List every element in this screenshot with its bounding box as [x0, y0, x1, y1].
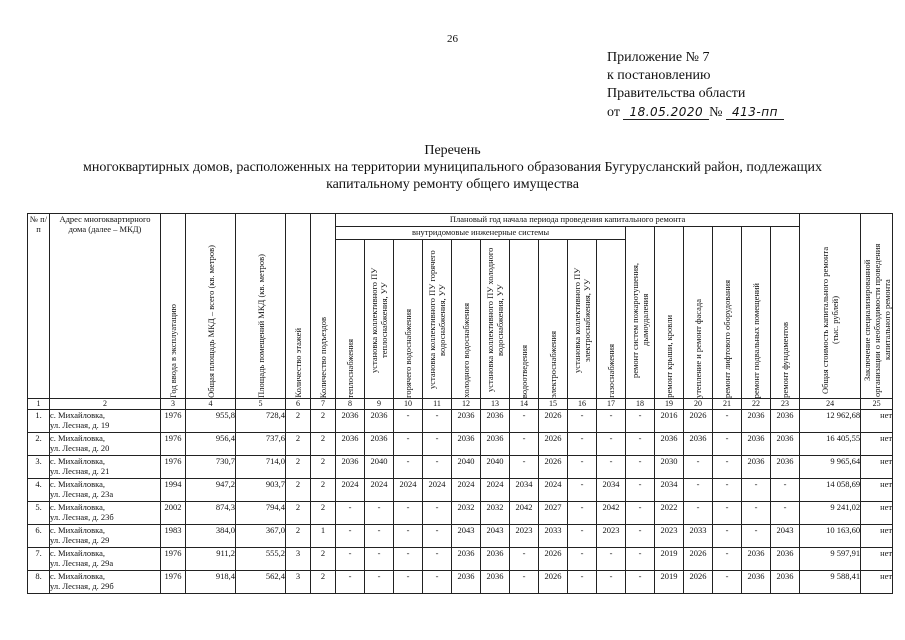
header-elevator: ремонт лифтового оборудования: [713, 227, 742, 399]
row-plan-year: -: [742, 525, 771, 548]
row-address-street: ул. Лесная, д. 29б: [50, 581, 114, 591]
row-floors: 2: [286, 456, 311, 479]
row-plan-year: 2024: [452, 479, 481, 502]
row-plan-year: 2036: [481, 548, 510, 571]
column-number: 16: [568, 399, 597, 410]
header-floors: Количество этажей: [286, 214, 311, 399]
row-premises-area: 728,4: [236, 410, 286, 433]
row-total-area: 911,2: [186, 548, 236, 571]
row-plan-year: 2036: [655, 433, 684, 456]
row-plan-year: -: [423, 410, 452, 433]
column-number: 23: [771, 399, 800, 410]
row-plan-year: -: [423, 571, 452, 594]
row-plan-year: -: [626, 410, 655, 433]
appendix-line-2: к постановлению: [607, 68, 711, 83]
row-year: 1994: [161, 479, 186, 502]
column-number: 18: [626, 399, 655, 410]
row-plan-year: 2023: [655, 525, 684, 548]
row-plan-year: -: [394, 571, 423, 594]
row-entrances: 1: [311, 525, 336, 548]
row-plan-year: -: [510, 456, 539, 479]
row-plan-year: -: [365, 571, 394, 594]
column-number: 2: [50, 399, 161, 410]
row-cost: 9 241,02: [800, 502, 861, 525]
column-number: 3: [161, 399, 186, 410]
row-address: [50, 479, 161, 502]
appendix-number-sign: №: [709, 105, 723, 120]
row-plan-year: 2036: [452, 433, 481, 456]
row-plan-year: 2016: [655, 410, 684, 433]
row-plan-year: 2019: [655, 548, 684, 571]
row-plan-year: 2033: [684, 525, 713, 548]
row-number: 6.: [28, 525, 50, 548]
row-plan-year: 2043: [481, 525, 510, 548]
column-number: 13: [481, 399, 510, 410]
row-total-area: 918,4: [186, 571, 236, 594]
row-floors: 2: [286, 410, 311, 433]
row-address-street: ул. Лесная, д. 23а: [50, 489, 114, 499]
appendix-number: 413-пп: [726, 105, 784, 120]
row-entrances: 2: [311, 479, 336, 502]
row-plan-year: -: [510, 571, 539, 594]
column-number: 14: [510, 399, 539, 410]
row-entrances: 2: [311, 456, 336, 479]
header-cold-water-meter: установка коллективного ПУ холодного водоснабжения, УУ: [481, 240, 510, 399]
row-plan-year: -: [626, 433, 655, 456]
row-plan-year: -: [510, 433, 539, 456]
table-row: [28, 525, 893, 548]
column-number: 5: [236, 399, 286, 410]
row-plan-year: -: [742, 502, 771, 525]
row-plan-year: 2036: [771, 571, 800, 594]
row-plan-year: 2036: [365, 433, 394, 456]
row-plan-year: 2032: [481, 502, 510, 525]
row-address-locality: с. Михайловка,: [50, 479, 105, 489]
row-plan-year: -: [684, 456, 713, 479]
row-floors: 2: [286, 479, 311, 502]
row-plan-year: 2036: [771, 410, 800, 433]
row-plan-year: 2036: [684, 433, 713, 456]
row-plan-year: 2036: [742, 548, 771, 571]
row-plan-year: 2034: [510, 479, 539, 502]
row-address-locality: с. Михайловка,: [50, 456, 105, 466]
row-cost: 9 597,91: [800, 548, 861, 571]
row-plan-year: 2026: [684, 571, 713, 594]
row-year: 1976: [161, 433, 186, 456]
row-conclusion: нет: [861, 456, 893, 479]
row-plan-year: -: [336, 525, 365, 548]
row-plan-year: -: [626, 525, 655, 548]
header-heating-meter: установка коллективного ПУ теплоснабжения, УУ: [365, 240, 394, 399]
row-plan-year: -: [597, 433, 626, 456]
column-number: 24: [800, 399, 861, 410]
header-hot-water-meter: установка коллективного ПУ горячего водоснабжения, УУ: [423, 240, 452, 399]
row-plan-year: -: [626, 479, 655, 502]
row-plan-year: -: [336, 502, 365, 525]
row-plan-year: -: [713, 548, 742, 571]
row-plan-year: -: [597, 548, 626, 571]
row-plan-year: -: [684, 502, 713, 525]
header-electricity: электроснабжения: [539, 240, 568, 399]
row-plan-year: 2026: [539, 456, 568, 479]
row-plan-year: -: [394, 410, 423, 433]
row-plan-year: 2036: [452, 410, 481, 433]
row-plan-year: -: [365, 548, 394, 571]
row-plan-year: -: [394, 525, 423, 548]
header-cost: Общая стоимость капитального ремонта (тыс. рублей): [800, 214, 861, 399]
row-premises-area: 367,0: [236, 525, 286, 548]
table-row: [28, 456, 893, 479]
row-plan-year: -: [626, 456, 655, 479]
appendix-date: 18.05.2020: [623, 105, 709, 120]
row-address-street: ул. Лесная, д. 20: [50, 443, 110, 453]
row-plan-year: -: [394, 548, 423, 571]
row-plan-year: -: [510, 410, 539, 433]
row-plan-year: -: [713, 479, 742, 502]
column-number: 20: [684, 399, 713, 410]
row-plan-year: -: [568, 571, 597, 594]
header-conclusion: Заключение специализированной организации о необходимости проведения капитального ремонта: [861, 214, 893, 399]
column-number: 8: [336, 399, 365, 410]
row-cost: 14 058,69: [800, 479, 861, 502]
row-plan-year: 2036: [742, 433, 771, 456]
header-roof: ремонт крыши, кровли: [655, 227, 684, 399]
row-plan-year: 2024: [336, 479, 365, 502]
row-plan-year: -: [597, 571, 626, 594]
row-plan-year: 2032: [452, 502, 481, 525]
row-address: [50, 410, 161, 433]
row-plan-year: 2036: [771, 433, 800, 456]
column-number: 17: [597, 399, 626, 410]
row-plan-year: -: [394, 502, 423, 525]
header-heating: теплоснабжения: [336, 240, 365, 399]
column-number: 22: [742, 399, 771, 410]
row-number: 5.: [28, 502, 50, 525]
page-number: 26: [447, 33, 458, 45]
row-plan-year: -: [713, 502, 742, 525]
row-plan-year: -: [771, 479, 800, 502]
row-premises-area: 794,4: [236, 502, 286, 525]
column-number: 7: [311, 399, 336, 410]
row-number: 2.: [28, 433, 50, 456]
row-plan-year: 2036: [771, 456, 800, 479]
row-conclusion: нет: [861, 479, 893, 502]
row-premises-area: 555,2: [236, 548, 286, 571]
row-plan-year: -: [336, 571, 365, 594]
row-address-street: ул. Лесная, д. 19: [50, 420, 110, 430]
header-hot-water: горячего водоснабжения: [394, 240, 423, 399]
row-plan-year: 2036: [365, 410, 394, 433]
row-entrances: 2: [311, 548, 336, 571]
column-number: 12: [452, 399, 481, 410]
row-plan-year: 2027: [539, 502, 568, 525]
row-plan-year: 2036: [452, 571, 481, 594]
row-plan-year: 2043: [771, 525, 800, 548]
row-plan-year: 2036: [336, 456, 365, 479]
row-year: 1983: [161, 525, 186, 548]
appendix-line-3: Правительства области: [607, 86, 746, 101]
row-address-locality: с. Михайловка,: [50, 433, 105, 443]
row-conclusion: нет: [861, 433, 893, 456]
header-gas: газоснабжения: [597, 240, 626, 399]
row-address: [50, 502, 161, 525]
row-plan-year: 2024: [481, 479, 510, 502]
row-plan-year: 2036: [742, 571, 771, 594]
row-plan-year: 2026: [684, 548, 713, 571]
header-cold-water: холодного водоснабжения: [452, 240, 481, 399]
header-plan-group: Плановый год начала периода проведения капитального ремонта: [336, 214, 800, 227]
row-premises-area: 562,4: [236, 571, 286, 594]
row-conclusion: нет: [861, 410, 893, 433]
column-number: 11: [423, 399, 452, 410]
header-total-area: Общая площадь МКД – всего (кв. метров): [186, 214, 236, 399]
row-address: [50, 548, 161, 571]
row-plan-year: 2033: [539, 525, 568, 548]
row-conclusion: нет: [861, 502, 893, 525]
row-plan-year: 2042: [597, 502, 626, 525]
row-plan-year: 2024: [423, 479, 452, 502]
row-plan-year: 2024: [539, 479, 568, 502]
appendix-line-1: Приложение № 7: [607, 50, 710, 65]
header-year: Год ввода в эксплуатацию: [161, 214, 186, 399]
row-plan-year: -: [336, 548, 365, 571]
row-address: [50, 525, 161, 548]
row-plan-year: -: [510, 548, 539, 571]
row-plan-year: -: [713, 571, 742, 594]
row-plan-year: -: [568, 456, 597, 479]
row-plan-year: -: [423, 548, 452, 571]
row-floors: 3: [286, 548, 311, 571]
row-address-street: ул. Лесная, д. 29: [50, 535, 110, 545]
row-plan-year: -: [394, 433, 423, 456]
column-number: 1: [28, 399, 50, 410]
row-address-locality: с. Михайловка,: [50, 410, 105, 420]
row-plan-year: -: [568, 502, 597, 525]
row-year: 1976: [161, 571, 186, 594]
row-conclusion: нет: [861, 548, 893, 571]
row-address: [50, 456, 161, 479]
row-plan-year: -: [423, 456, 452, 479]
row-plan-year: 2023: [597, 525, 626, 548]
row-plan-year: 2040: [452, 456, 481, 479]
column-number: 15: [539, 399, 568, 410]
row-plan-year: -: [713, 525, 742, 548]
row-plan-year: -: [394, 456, 423, 479]
row-address: [50, 571, 161, 594]
row-total-area: 730,7: [186, 456, 236, 479]
row-floors: 2: [286, 433, 311, 456]
row-cost: 10 163,60: [800, 525, 861, 548]
table-row: [28, 433, 893, 456]
table-row: [28, 410, 893, 433]
row-plan-year: 2036: [336, 410, 365, 433]
table-row: [28, 502, 893, 525]
row-plan-year: -: [568, 548, 597, 571]
row-year: 2002: [161, 502, 186, 525]
row-year: 1976: [161, 548, 186, 571]
row-plan-year: -: [568, 433, 597, 456]
row-plan-year: 2036: [481, 433, 510, 456]
row-plan-year: -: [713, 456, 742, 479]
appendix-date-line: [607, 103, 784, 122]
row-plan-year: 2030: [655, 456, 684, 479]
row-address-locality: с. Михайловка,: [50, 502, 105, 512]
header-drainage: водоотведения: [510, 240, 539, 399]
row-address-locality: с. Михайловка,: [50, 548, 105, 558]
column-number: 4: [186, 399, 236, 410]
row-plan-year: 2024: [394, 479, 423, 502]
table-row: [28, 548, 893, 571]
row-plan-year: -: [713, 410, 742, 433]
row-total-area: 947,2: [186, 479, 236, 502]
document-title: Перечень: [424, 143, 481, 158]
row-cost: 9 588,41: [800, 571, 861, 594]
row-floors: 2: [286, 502, 311, 525]
row-plan-year: 2024: [365, 479, 394, 502]
row-year: 1976: [161, 456, 186, 479]
row-plan-year: 2034: [597, 479, 626, 502]
row-conclusion: нет: [861, 525, 893, 548]
column-number-row: [28, 399, 893, 410]
row-plan-year: 2036: [452, 548, 481, 571]
appendix-prefix: от: [607, 105, 620, 120]
row-plan-year: 2040: [365, 456, 394, 479]
row-plan-year: 2036: [481, 410, 510, 433]
header-address: Адрес многоквартирного дома (далее – МКД): [50, 214, 161, 399]
row-plan-year: -: [423, 502, 452, 525]
row-plan-year: -: [568, 410, 597, 433]
row-plan-year: -: [365, 525, 394, 548]
row-cost: 16 405,55: [800, 433, 861, 456]
row-entrances: 2: [311, 433, 336, 456]
table-row: [28, 479, 893, 502]
row-plan-year: 2023: [510, 525, 539, 548]
row-plan-year: -: [771, 502, 800, 525]
document-subtitle: многоквартирных домов, расположенных на территории муниципального образования Бугурусланский район, подлежащих капитальному ремонту общего имущества: [83, 160, 822, 192]
row-plan-year: 2036: [742, 456, 771, 479]
row-address-locality: с. Михайловка,: [50, 571, 105, 581]
column-number: 21: [713, 399, 742, 410]
row-conclusion: нет: [861, 571, 893, 594]
row-plan-year: 2040: [481, 456, 510, 479]
row-plan-year: 2034: [655, 479, 684, 502]
row-plan-year: -: [742, 479, 771, 502]
header-no: № п/п: [28, 214, 50, 399]
header-premises-area: Площадь помещений МКД (кв. метров): [236, 214, 286, 399]
row-plan-year: -: [568, 525, 597, 548]
row-plan-year: -: [713, 433, 742, 456]
row-premises-area: 903,7: [236, 479, 286, 502]
row-number: 4.: [28, 479, 50, 502]
row-plan-year: -: [423, 525, 452, 548]
row-number: 7.: [28, 548, 50, 571]
column-number: 9: [365, 399, 394, 410]
row-total-area: 955,8: [186, 410, 236, 433]
row-total-area: 874,3: [186, 502, 236, 525]
row-plan-year: 2026: [684, 410, 713, 433]
row-entrances: 2: [311, 571, 336, 594]
row-plan-year: 2026: [539, 433, 568, 456]
header-basement: ремонт подвальных помещений: [742, 227, 771, 399]
header-foundation: ремонт фундаментов: [771, 227, 800, 399]
row-plan-year: 2022: [655, 502, 684, 525]
row-address-street: ул. Лесная, д. 21: [50, 466, 110, 476]
row-total-area: 956,4: [186, 433, 236, 456]
column-number: 10: [394, 399, 423, 410]
row-plan-year: -: [423, 433, 452, 456]
row-address-locality: с. Михайловка,: [50, 525, 105, 535]
row-total-area: 384,0: [186, 525, 236, 548]
header-facade: утепление и ремонт фасада: [684, 227, 713, 399]
row-plan-year: -: [365, 502, 394, 525]
row-floors: 2: [286, 525, 311, 548]
row-number: 8.: [28, 571, 50, 594]
row-plan-year: 2019: [655, 571, 684, 594]
row-plan-year: 2036: [742, 410, 771, 433]
column-number: 19: [655, 399, 684, 410]
row-entrances: 2: [311, 410, 336, 433]
row-address-street: ул. Лесная, д. 29а: [50, 558, 114, 568]
row-premises-area: 737,6: [236, 433, 286, 456]
row-plan-year: 2026: [539, 548, 568, 571]
row-floors: 3: [286, 571, 311, 594]
appendix-block: [607, 49, 784, 122]
row-plan-year: -: [597, 456, 626, 479]
row-plan-year: -: [626, 548, 655, 571]
row-plan-year: -: [626, 571, 655, 594]
column-number: 6: [286, 399, 311, 410]
row-address-street: ул. Лесная, д. 23б: [50, 512, 114, 522]
column-number: 25: [861, 399, 893, 410]
row-plan-year: 2026: [539, 410, 568, 433]
header-systems-group: внутридомовые инженерные системы: [336, 227, 626, 240]
row-plan-year: 2036: [481, 571, 510, 594]
header-fire-systems: ремонт систем пожаротушения, дымоудаления: [626, 227, 655, 399]
table-row: [28, 571, 893, 594]
houses-table: [27, 213, 893, 594]
row-plan-year: -: [684, 479, 713, 502]
row-plan-year: -: [568, 479, 597, 502]
row-plan-year: 2026: [539, 571, 568, 594]
row-entrances: 2: [311, 502, 336, 525]
row-plan-year: 2042: [510, 502, 539, 525]
row-number: 1.: [28, 410, 50, 433]
header-electricity-meter: установка коллективного ПУ электроснабжения, УУ: [568, 240, 597, 399]
row-plan-year: 2036: [336, 433, 365, 456]
row-address: [50, 433, 161, 456]
row-number: 3.: [28, 456, 50, 479]
row-plan-year: 2036: [771, 548, 800, 571]
row-cost: 12 962,68: [800, 410, 861, 433]
row-plan-year: 2043: [452, 525, 481, 548]
row-plan-year: -: [597, 410, 626, 433]
row-premises-area: 714,0: [236, 456, 286, 479]
header-entrances: Количество подъездов: [311, 214, 336, 399]
row-cost: 9 965,64: [800, 456, 861, 479]
row-year: 1976: [161, 410, 186, 433]
row-plan-year: -: [626, 502, 655, 525]
